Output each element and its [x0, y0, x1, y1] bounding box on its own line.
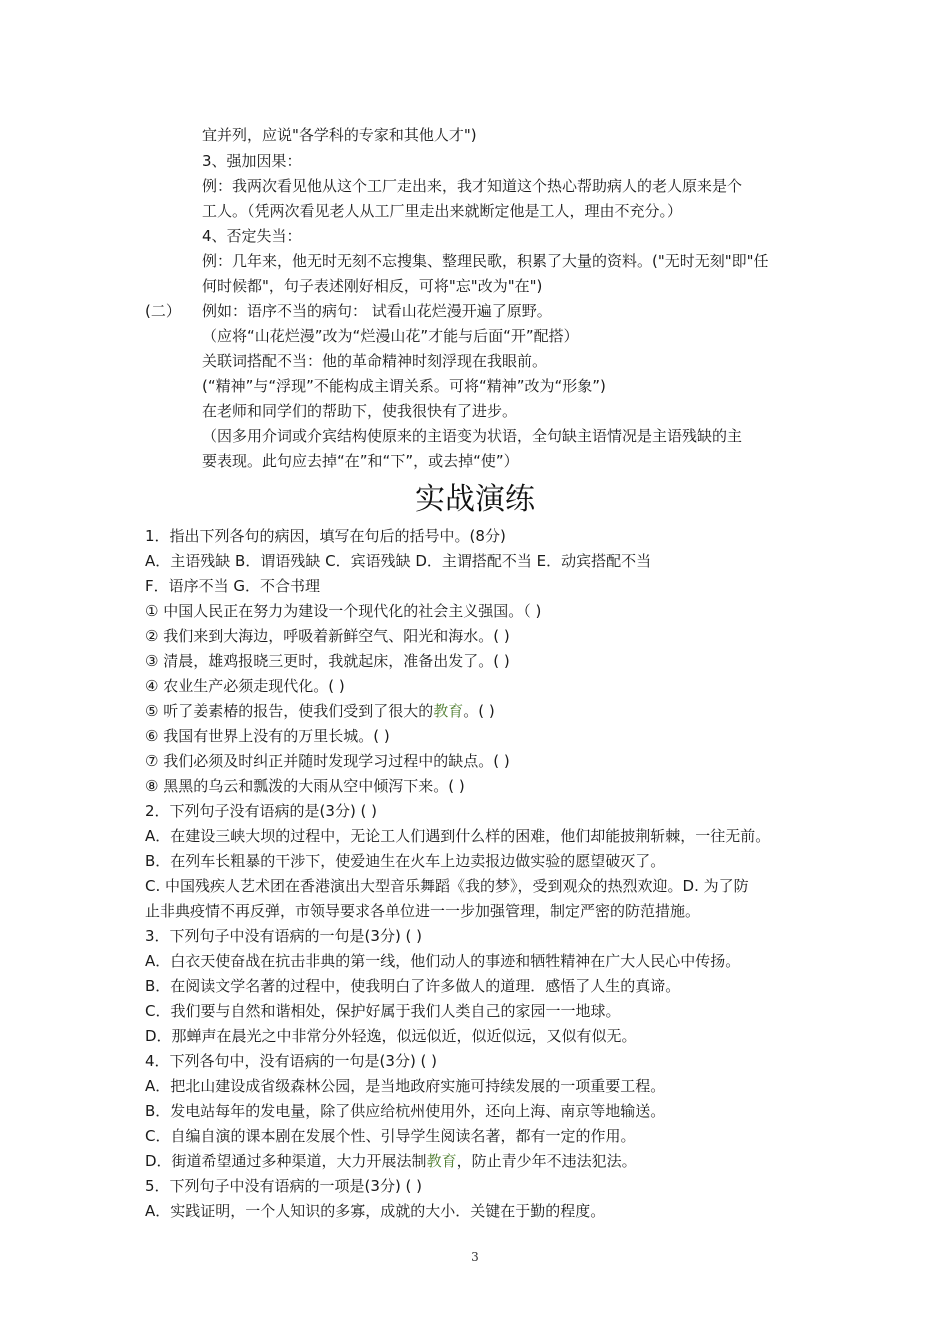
question-1-sentence: ⑧ 黑黑的乌云和瓢泼的大雨从空中倾泻下来。( ) — [145, 777, 465, 795]
question-1-options: A．主语残缺 B．谓语残缺 C．宾语残缺 D．主谓搭配不当 E．动宾搭配不当 — [145, 552, 652, 570]
question-4-option-d — [145, 1151, 637, 1171]
question-1-sentence: ③ 清晨，雄鸡报晓三更时，我就起床，准备出发了。( ) — [145, 652, 510, 670]
section-2-line: 例如：语序不当的病句： 试看山花烂漫开遍了原野。 — [202, 302, 552, 320]
note-heading-3: 3、强加因果： — [202, 152, 302, 170]
note-example-3a: 例：我两次看见他从这个工厂走出来，我才知道这个热心帮助病人的老人原来是个 — [202, 177, 743, 195]
question-4-option-b: B．发电站每年的发电量，除了供应给杭州使用外，还向上海、南京等地输送。 — [145, 1102, 666, 1120]
question-3-option-b: B．在阅读文学名著的过程中，使我明白了许多做人的道理．感悟了人生的真谛。 — [145, 977, 681, 995]
question-1-sentence: ① 中国人民正在努力为建设一个现代化的社会主义强国。（ ) — [145, 602, 542, 620]
question-4-stem: 4．下列各句中，没有语病的一句是(3分) ( ) — [145, 1052, 438, 1070]
question-2-stem: 2．下列句子没有语病的是(3分) ( ) — [145, 802, 378, 820]
sentence-text: ⑤ 听了姜素椿的报告，使我们受到了很大的 — [145, 702, 434, 720]
question-1-sentence — [145, 701, 495, 721]
section-title: 实战演练 — [415, 482, 535, 517]
question-4-option-a: A．把北山建设成省级森林公园，是当地政府实施可持续发展的一项重要工程。 — [145, 1077, 666, 1095]
section-2-line: 在老师和同学们的帮助下，使我很快有了进步。 — [202, 402, 518, 420]
question-5-stem: 5．下列句子中没有语病的一项是(3分) ( ) — [145, 1177, 423, 1195]
highlighted-word: 教育 — [433, 702, 464, 720]
question-3-option-d: D．那蝉声在晨光之中非常分外轻逸，似远似近，似近似远，又似有似无。 — [145, 1027, 637, 1045]
question-1-options: F．语序不当 G．不合书理 — [145, 577, 321, 595]
question-2-option-cd: C. 中国残疾人艺术团在香港演出大型音乐舞蹈《我的梦》，受到观众的热烈欢迎。D. 为了防 — [145, 877, 749, 895]
note-example-3b: 工人。（凭两次看见老人从工厂里走出来就断定他是工人，理由不充分。） — [202, 202, 683, 220]
question-5-option-a: A．实践证明，一个人知识的多寡，成就的大小．关键在于勤的程度。 — [145, 1202, 606, 1220]
question-2-option-cd: 止非典疫情不再反弹，市领导要求各单位进一一步加强管理，制定严密的防范措施。 — [145, 902, 701, 920]
question-1-sentence: ② 我们来到大海边，呼吸着新鲜空气、阳光和海水。( ) — [145, 627, 510, 645]
page-number: 3 — [471, 1250, 479, 1264]
section-2-line: （应将“山花烂漫”改为“烂漫山花”才能与后面“开”配搭） — [202, 327, 579, 345]
note-heading-4: 4、否定失当： — [202, 227, 302, 245]
section-2-line: (“精神”与“浮现”不能构成主谓关系。可将“精神”改为“形象”) — [202, 377, 606, 395]
note-example-4a: 例：几年来，他无时无刻不忘搜集、整理民歌，积累了大量的资料。("无时无刻"即"任 — [202, 252, 769, 270]
section-2-line: 关联词搭配不当：他的革命精神时刻浮现在我眼前。 — [202, 352, 548, 370]
option-text: D．街道希望通过多种渠道，大力开展法制 — [145, 1152, 427, 1170]
question-3-option-c: C．我们要与自然和谐相处，保护好属于我们人类自己的家园一一地球。 — [145, 1002, 621, 1020]
question-1-stem: 1．指出下列各句的病因，填写在句后的括号中。(8分) — [145, 527, 506, 545]
section-2-line: 要表现。此句应去掉“在”和“下”，或去掉“使”） — [202, 452, 519, 470]
question-2-option-b: B．在列车长粗暴的干涉下，使爱迪生在火车上边卖报边做实验的愿望破灭了。 — [145, 852, 666, 870]
sentence-text: 。( ) — [463, 702, 495, 720]
note-example-4b: 何时候都"，句子表述刚好相反，可将"忘"改为"在") — [202, 277, 543, 295]
section-2-tag: (二） — [145, 302, 181, 320]
question-1-sentence: ⑥ 我国有世界上没有的万里长城。( ) — [145, 727, 390, 745]
question-3-stem: 3．下列句子中没有语病的一句是(3分) ( ) — [145, 927, 423, 945]
section-2-line: （因多用介词或介宾结构使原来的主语变为状语，全句缺主语情况是主语残缺的主 — [202, 427, 743, 445]
option-text: ，防止青少年不违法犯法。 — [456, 1152, 637, 1170]
highlighted-word: 教育 — [426, 1152, 457, 1170]
question-2-option-a: A．在建设三峡大坝的过程中，无论工人们遇到什么样的困难，他们却能披荆斩棘，一往无前。 — [145, 827, 771, 845]
question-1-sentence: ④ 农业生产必须走现代化。( ) — [145, 677, 345, 695]
question-4-option-c: C．自编自演的课本剧在发展个性、引导学生阅读名著，都有一定的作用。 — [145, 1127, 636, 1145]
note-line: 宜并列，应说"各学科的专家和其他人才") — [202, 126, 477, 144]
question-3-option-a: A．白衣天使奋战在抗击非典的第一线，他们动人的事迹和牺牲精神在广大人民心中传扬。 — [145, 952, 741, 970]
question-1-sentence: ⑦ 我们必须及时纠正并随时发现学习过程中的缺点。( ) — [145, 752, 510, 770]
